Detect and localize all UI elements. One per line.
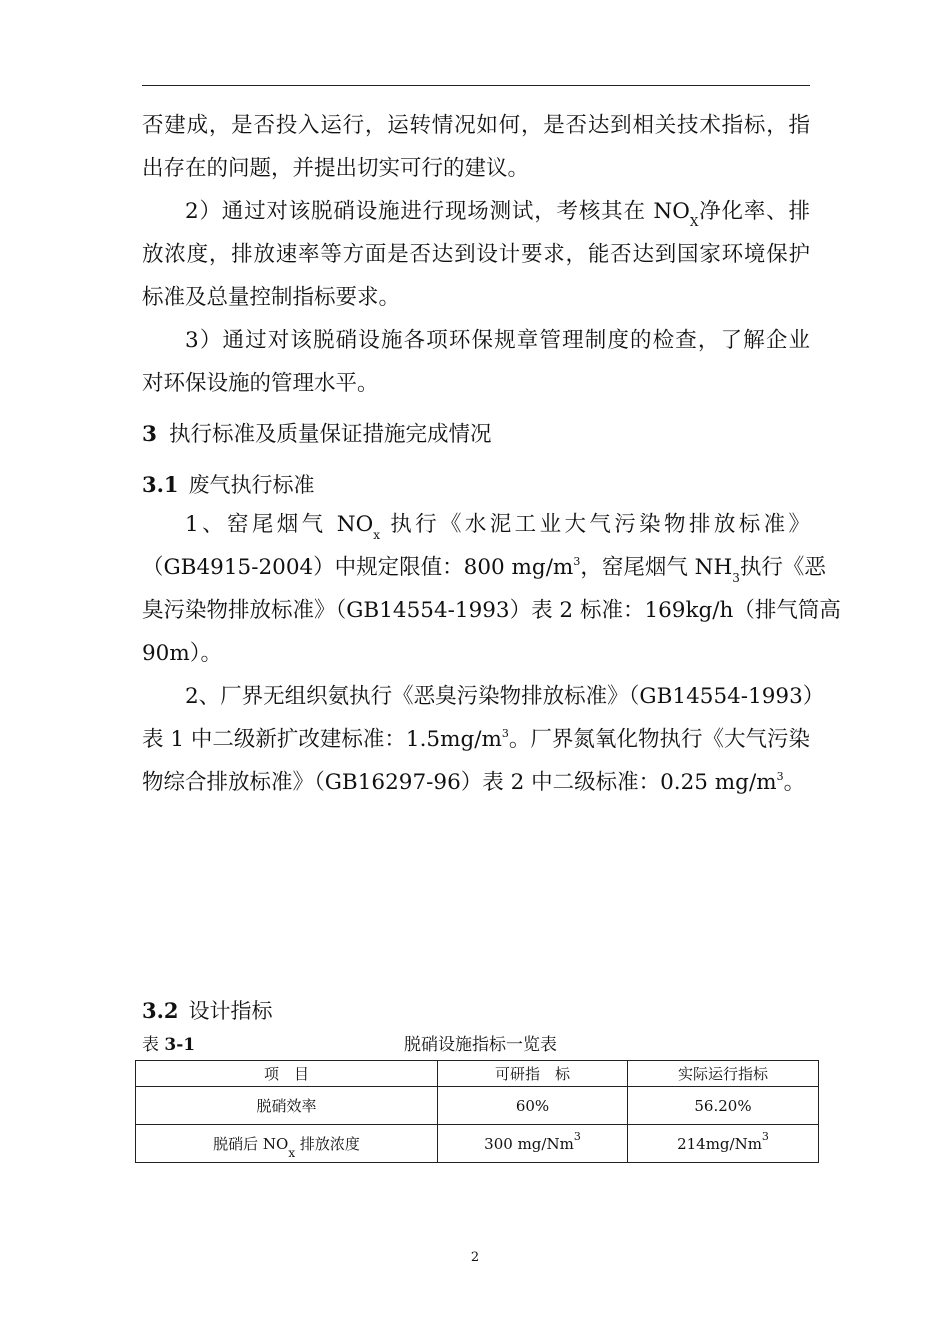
table-cell: 60% <box>438 1087 628 1125</box>
header-cell: 可研指 标 <box>438 1061 628 1087</box>
paragraph-line: 2）通过对该脱硝设施进行现场测试，考核其在 $NO_X$净化率、排 <box>185 199 810 229</box>
standard-line: 表 1 中二级新扩改建标准：$1.5mg/m^3$。厂界氮氧化物执行《大气污染 <box>142 727 810 752</box>
table-title: 脱硝设施指标一览表 <box>404 1035 557 1055</box>
paragraph-line: 出存在的问题，并提出切实可行的建议。 <box>142 156 530 181</box>
indicator-table <box>135 1060 819 1163</box>
standard-line: 1、窑尾烟气 $NO_x$ 执行《水泥工业大气污染物排放标准》 <box>185 512 810 542</box>
table-cell: 214mg/Nm$^3$ <box>628 1125 819 1163</box>
paragraph-line: 放浓度，排放速率等方面是否达到设计要求，能否达到国家环境保护 <box>142 242 810 267</box>
paragraph-line: 否建成，是否投入运行，运转情况如何，是否达到相关技术指标，指 <box>142 113 810 138</box>
body-text <box>142 104 841 804</box>
table-caption <box>142 1032 810 1058</box>
table-header-row <box>136 1061 819 1087</box>
header-cell: 实际运行指标 <box>628 1061 819 1087</box>
standard-line: 2、厂界无组织氨执行《恶臭污染物排放标准》（GB14554-1993） <box>185 684 825 709</box>
standard-line: （GB4915-2004）中规定限值：800 $mg/m^3$，窑尾烟气 $NH_3$执行《恶 <box>142 555 826 585</box>
section-heading-3-2: 3.2 设计指标 <box>142 998 273 1023</box>
table-label: 表 3-1 <box>142 1035 196 1055</box>
paragraph-line: 3）通过对该脱硝设施各项环保规章管理制度的检查，了解企业 <box>185 328 810 353</box>
standard-line: 物综合排放标准》（GB16297-96）表 2 中二级标准：0.25 $mg/m^3$。 <box>142 770 806 795</box>
standard-line: 90m）。 <box>142 641 222 666</box>
paragraph-line: 对环保设施的管理水平。 <box>142 371 379 396</box>
paragraph-line: 标准及总量控制指标要求。 <box>142 285 401 310</box>
table-cell: 56.20% <box>628 1087 819 1125</box>
subscript-x: X <box>689 215 699 229</box>
table-row <box>136 1087 819 1125</box>
section-heading-3: 3 执行标准及质量保证措施完成情况 <box>142 422 492 447</box>
page-number: 2 <box>470 1250 480 1265</box>
table-cell: 300 mg/Nm$^3$ <box>438 1125 628 1163</box>
standard-line: 臭污染物排放标准》（GB14554-1993）表 2 标准：169kg/h（排气筒高 <box>142 598 841 623</box>
table-row <box>136 1125 819 1163</box>
header-rule <box>142 85 810 86</box>
table-cell: 脱硝后 $NO_x$ 排放浓度 <box>136 1125 438 1163</box>
header-cell: 项 目 <box>136 1061 438 1087</box>
table-cell: 脱硝效率 <box>136 1087 438 1125</box>
section-heading-3-1: 3.1 废气执行标准 <box>142 472 315 497</box>
